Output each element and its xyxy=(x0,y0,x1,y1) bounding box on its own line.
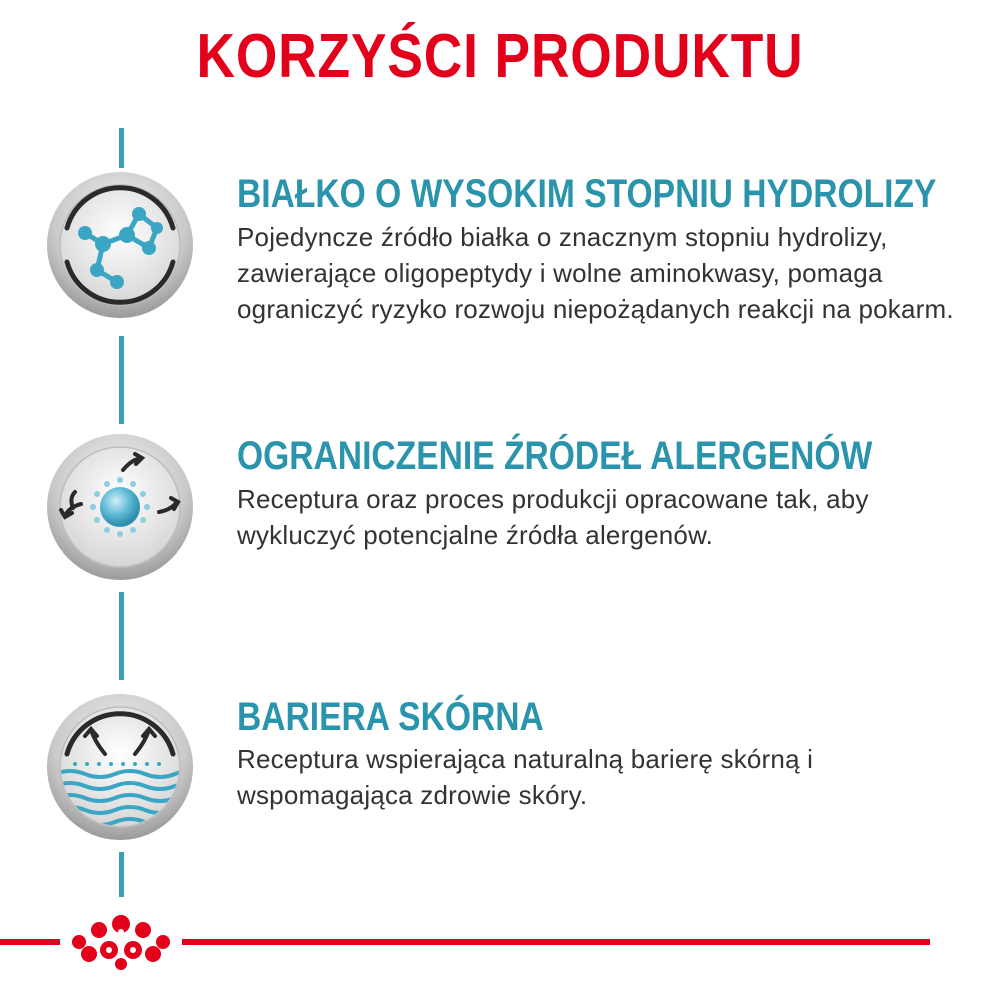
timeline-segment xyxy=(119,336,124,424)
page-title: KORZYŚCI PRODUKTU xyxy=(196,22,804,91)
timeline-segment xyxy=(119,852,124,897)
benefit-heading: OGRANICZENIE ŹRÓDEŁ ALERGENÓW xyxy=(237,434,873,478)
royal-canin-crown-icon xyxy=(65,910,177,970)
footer-line-left xyxy=(0,939,60,945)
benefit-heading: BARIERA SKÓRNA xyxy=(237,695,544,739)
benefit-heading: BIAŁKO O WYSOKIM STOPNIU HYDROLIZY xyxy=(237,172,937,216)
allergen-source-icon xyxy=(45,432,195,582)
skin-barrier-icon xyxy=(45,692,195,842)
timeline-segment xyxy=(119,128,124,168)
benefit-text: Pojedyncze źródło białka o znacznym stopniu hydrolizy, zawierające oligopeptydy i wolne aminokwasy, pomaga ograniczyć ryzyko rozwoju niepożądanych reakcji na pokarm. xyxy=(237,222,954,324)
timeline-segment xyxy=(119,592,124,680)
footer-line-right xyxy=(182,939,930,945)
benefit-text: Receptura oraz proces produkcji opracowane tak, aby wykluczyć potencjalne źródła alergenów. xyxy=(237,484,869,550)
molecule-icon xyxy=(45,170,195,320)
benefit-text: Receptura wspierająca naturalną barierę skórną i wspomagająca zdrowie skóry. xyxy=(237,744,814,810)
